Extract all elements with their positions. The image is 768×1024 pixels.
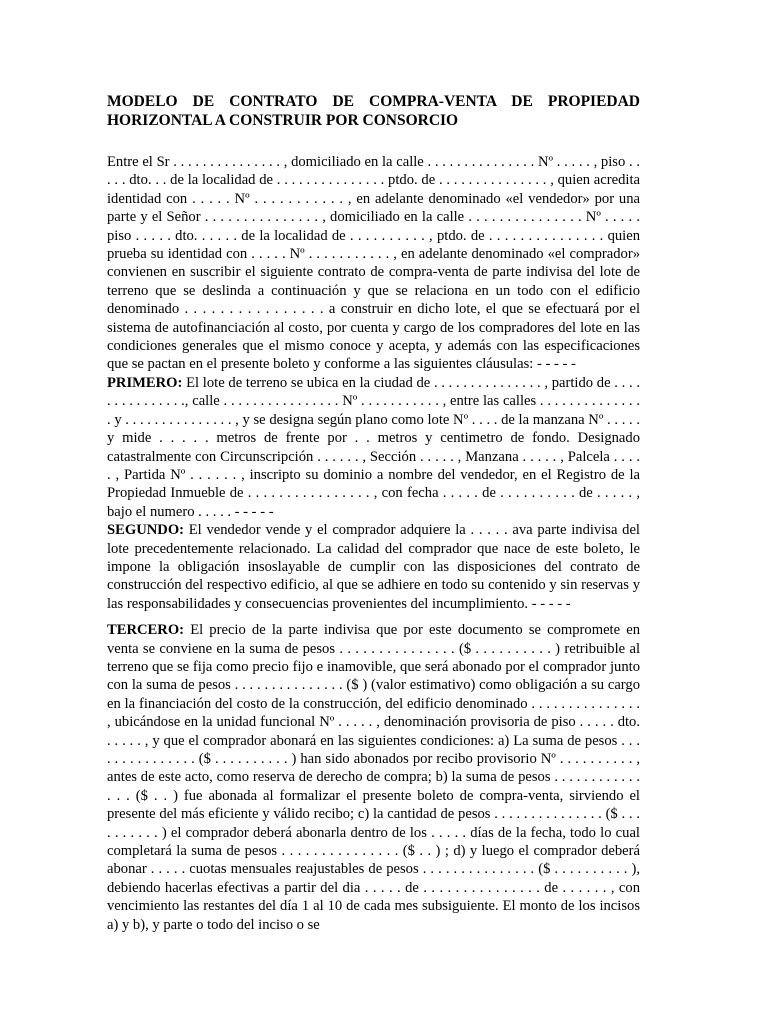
clause-label: PRIMERO: [107,374,183,391]
clause-segundo [107,521,640,613]
clause-text: El lote de terreno se ubica en la ciudad de . . . . . . . . . . . . . . . , partido de . . . . . . . . . . . . . . ., calle . . . . . . . . . . . . . . . . Nº . . . . . . . . . . . , entre las calles . . . . . . . . . . . . . . . y . . . . . . . . . . . . . . . , y se designa según plano como lote Nº . . . . de la manzana Nº . . . . . y mide . . . . . metros de frente por . . metros y centimetro de fondo. Designado catastralmente con Circunscripción . . . . . . , Sección . . . . . , Manzana . . . . . , Palcela . . . . . , Partida Nº . . . . . . , inscripto su dominio a nombre del vendedor, en el Registro de la Propiedad Inmueble de . . . . . . . . . . . . . . . . , con fecha . . . . . de . . . . . . . . . . de . . . . . , bajo el numero . . . . . - - - - - [107,374,640,520]
clause-label: TERCERO: [107,622,185,639]
clause-text: El precio de la parte indivisa que por este documento se compromete en venta se conviene en la suma de pesos . . . . . . . . . . . . . . . ($ . . . . . . . . . . ) retribuible al terreno que se fija como precio fijo e inamovible, que será abonado por el comprador junto con la suma de pesos . . . . . . . . . . . . . . . ($ ) (valor estimativo) como obligación a su cargo en la financiación del costo de la construcción, del edificio denominado . . . . . . . . . . . . . . . , ubicándose en la unidad funcional Nº . . . . . , denominación provisoria de piso . . . . . dto. . . . . . , y que el comprador abonará en las siguientes condiciones: a) La suma de pesos . . . . . . . . . . . . . . . ($ . . . . . . . . . . ) han sido abonados por recibo provisorio Nº . . . . . . . . . . , antes de este acto, como reserva de derecho de compra; b) la suma de pesos . . . . . . . . . . . . . . . ($ . . ) fue abonada al formalizar el presente boleto de compra-venta, sirviendo el presente del más eficiente y válido recibo; c) la cantidad de pesos . . . . . . . . . . . . . . . ($ . . . . . . . . . . ) el comprador deberá abonarla dentro de los . . . . . días de la fecha, todo lo cual completará la suma de pesos . . . . . . . . . . . . . . . ($ . . ) ; d) y luego el comprador deberá abonar . . . . . cuotas mensuales reajustables de pesos . . . . . . . . . . . . . . . ($ . . . . . . . . . . ), debiendo hacerlas efectivas a partir del dia . . . . . de . . . . . . . . . . . . . . . de . . . . . . , con vencimiento las restantes del día 1 al 10 de cada mes subsiguiente. El monto de los incisos a) y b), y parte o todo del inciso o se [107,622,640,933]
intro-paragraph: Entre el Sr . . . . . . . . . . . . . . . , domiciliado en la calle . . . . . . . . . . . . . . . Nº . . . . . , piso . . . . . dto. . . de la localidad de . . . . . . . . . . . . . . . ptdo. de . . . . . . . . . . . . . . . , quien acredita identidad con . . . . . Nº . . . . . . . . . . . , en adelante denominado «el vendedor» por una parte y el Señor . . . . . . . . . . . . . . . , domiciliado en la calle . . . . . . . . . . . . . . . Nº . . . . . piso . . . . . dto. . . . . . de la localidad de . . . . . . . . . . , ptdo. de . . . . . . . . . . . . . . . quien prueba su identidad con . . . . . Nº . . . . . . . . . . . , en adelante denominado «el comprador» convienen en suscribir el siguiente contrato de compra-venta de parte indivisa del lote de terreno que se deslinda a continuación y que se relaciona en un todo con el edificio denominado . . . . . . . . . . . . . . . . a construir en dicho lote, el que se efectuará por el sistema de autofinanciación al costo, por cuenta y cargo de los compradores del lote en las condiciones generales que el mismo conoce y acepta, y además con las especificaciones que se pactan en el presente boleto y conforme a las siguientes cláusulas: - - - - - [107,154,640,373]
document-title: MODELO DE CONTRATO DE COMPRA-VENTA DE PROPIEDAD HORIZONTAL A CONSTRUIR POR CONSORCIO [107,93,640,129]
clause-label: SEGUNDO: [107,522,185,539]
clause-tercero [107,621,640,934]
clause-primero [107,374,640,521]
clause-text: El vendedor vende y el comprador adquiere la . . . . . ava parte indivisa del lote precedentemente relacionado. La calidad del comprador que nace de este boleto, le impone la obligación insoslayable de cumplir con las disposiciones del contrato de construcción del respectivo edificio, al que se adhiere en todo su contenido y sin reservas y las responsabilidades y consecuencias provenientes del incumplimiento. - - - - - [107,522,640,612]
